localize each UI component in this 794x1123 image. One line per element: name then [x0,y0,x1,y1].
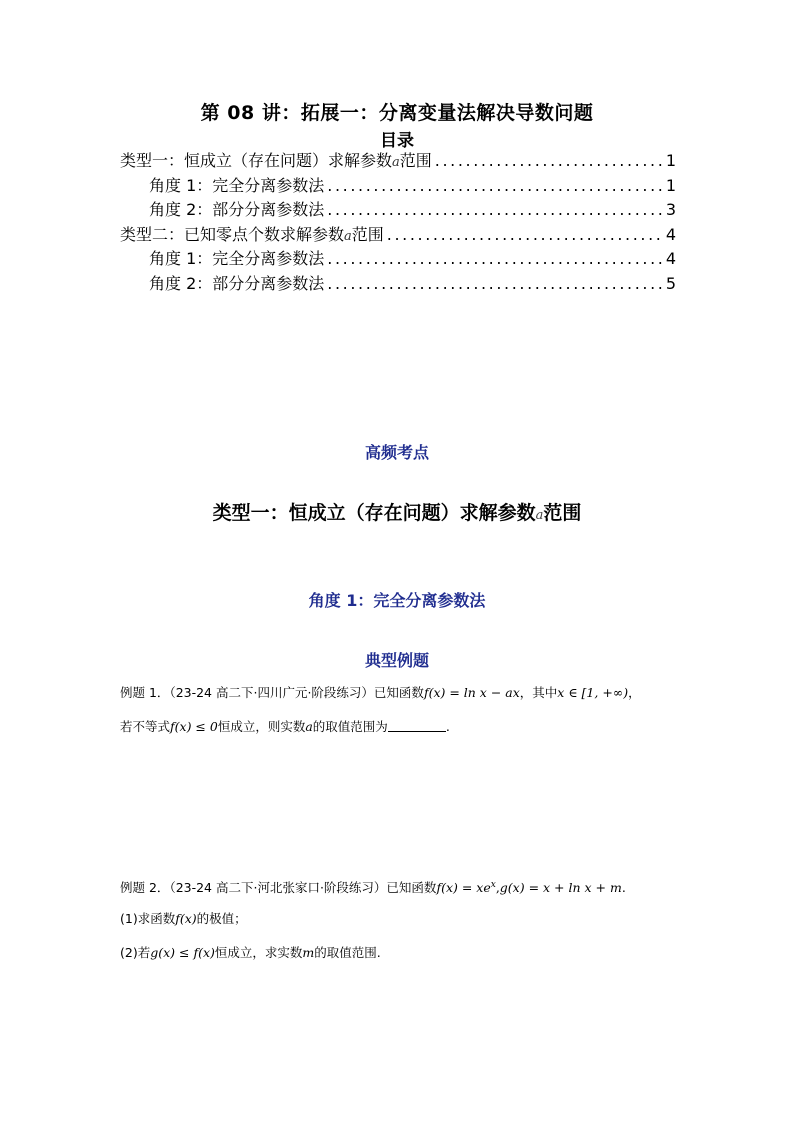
toc-entry[interactable] [120,222,676,247]
question2-variable: m [302,945,315,960]
section-heading-var: a [535,508,544,523]
question1-text: 的极值； [196,911,247,926]
toc-entry-text: 角度 2：部分分离参数法 [149,273,325,293]
example2-function-g: g(x) = x + ln x + m [499,880,622,895]
question1-text: 求函数 [137,911,176,926]
section-heading-text: 类型一：恒成立（存在问题）求解参数 [212,502,536,524]
section-heading-suffix: 范围 [543,502,582,524]
example1-domain: x ∈ [1, +∞) [557,685,629,700]
toc-entry-var: a [344,228,352,244]
example1-punct: ， [628,685,641,700]
angle-heading: 角度 1：完全分离参数法 [308,591,486,610]
toc-page-number: 1 [665,175,676,195]
table-of-contents [120,148,676,295]
question2-inequality: g(x) ≤ f(x) [150,945,215,960]
toc-entry[interactable] [120,148,676,173]
high-frequency-heading: 高频考点 [364,443,429,462]
section-heading [0,498,794,525]
toc-entry-var: a [392,155,400,170]
example2-label: 例题 2． [120,880,170,895]
question2-text: 恒成立，求实数 [214,945,303,960]
example2-question1 [120,910,680,928]
example1-inequality: f(x) ≤ 0 [170,719,218,734]
answer-blank [388,719,446,732]
example1-text: 的取值范围为 [312,719,388,734]
example1-text: 若不等式 [120,719,171,734]
example2-question2 [120,944,680,962]
example1-variable: a [305,719,313,734]
example2-function-f: f(x) = xe [436,880,491,895]
toc-entry[interactable] [120,197,676,222]
example1-text: 恒成立，则实数 [217,719,306,734]
example1-label: 例题 1． [120,685,170,700]
toc-page-number: 4 [665,249,676,268]
toc-entry-text: 类型二：已知零点个数求解参数 [120,224,345,244]
toc-leader [387,225,663,244]
example1-line2 [120,718,680,736]
document-title: 第 08 讲：拓展一：分离变量法解决导数问题 [200,102,594,124]
question2-label: (2) [120,945,138,960]
toc-entry-text: 角度 1：完全分离参数法 [149,249,325,268]
toc-page-number: 5 [665,273,676,293]
toc-leader [435,151,663,170]
example2-source: （23-24 高二下·河北张家口·阶段练习）已知函数 [169,880,437,895]
toc-heading: 目录 [380,131,414,151]
toc-leader [327,249,663,268]
example2-end: . [621,880,626,895]
example2-exponent: x [490,880,496,890]
typical-examples-heading: 典型例题 [364,651,429,670]
toc-entry[interactable] [120,271,676,296]
toc-entry-suffix: 范围 [351,224,384,244]
example1-end: . [445,719,450,734]
toc-entry[interactable] [120,246,676,271]
toc-leader [327,176,663,195]
example1-domain-intro: ，其中 [519,685,558,700]
example2-line1 [120,876,680,897]
toc-page-number: 3 [665,200,676,219]
toc-entry-text: 角度 1：完全分离参数法 [149,175,325,195]
question2-text: 的取值范围. [314,945,381,960]
question1-function: f(x) [175,911,197,926]
example1-line1 [120,684,680,702]
toc-leader [327,274,663,293]
question1-label: (1) [120,911,138,926]
toc-entry-suffix: 范围 [399,151,432,170]
example1-source: （23-24 高二下·四川广元·阶段练习）已知函数 [169,685,424,700]
toc-page-number: 1 [665,151,676,170]
question2-text: 若 [137,945,151,960]
toc-page-number: 4 [665,224,676,244]
example2-separator: , [495,880,500,895]
example1-function: f(x) = ln x − ax [423,685,520,700]
toc-entry-text: 类型一：恒成立（存在问题）求解参数 [120,151,393,170]
toc-entry-text: 角度 2：部分分离参数法 [149,200,325,219]
toc-entry[interactable] [120,173,676,198]
toc-leader [327,200,663,219]
